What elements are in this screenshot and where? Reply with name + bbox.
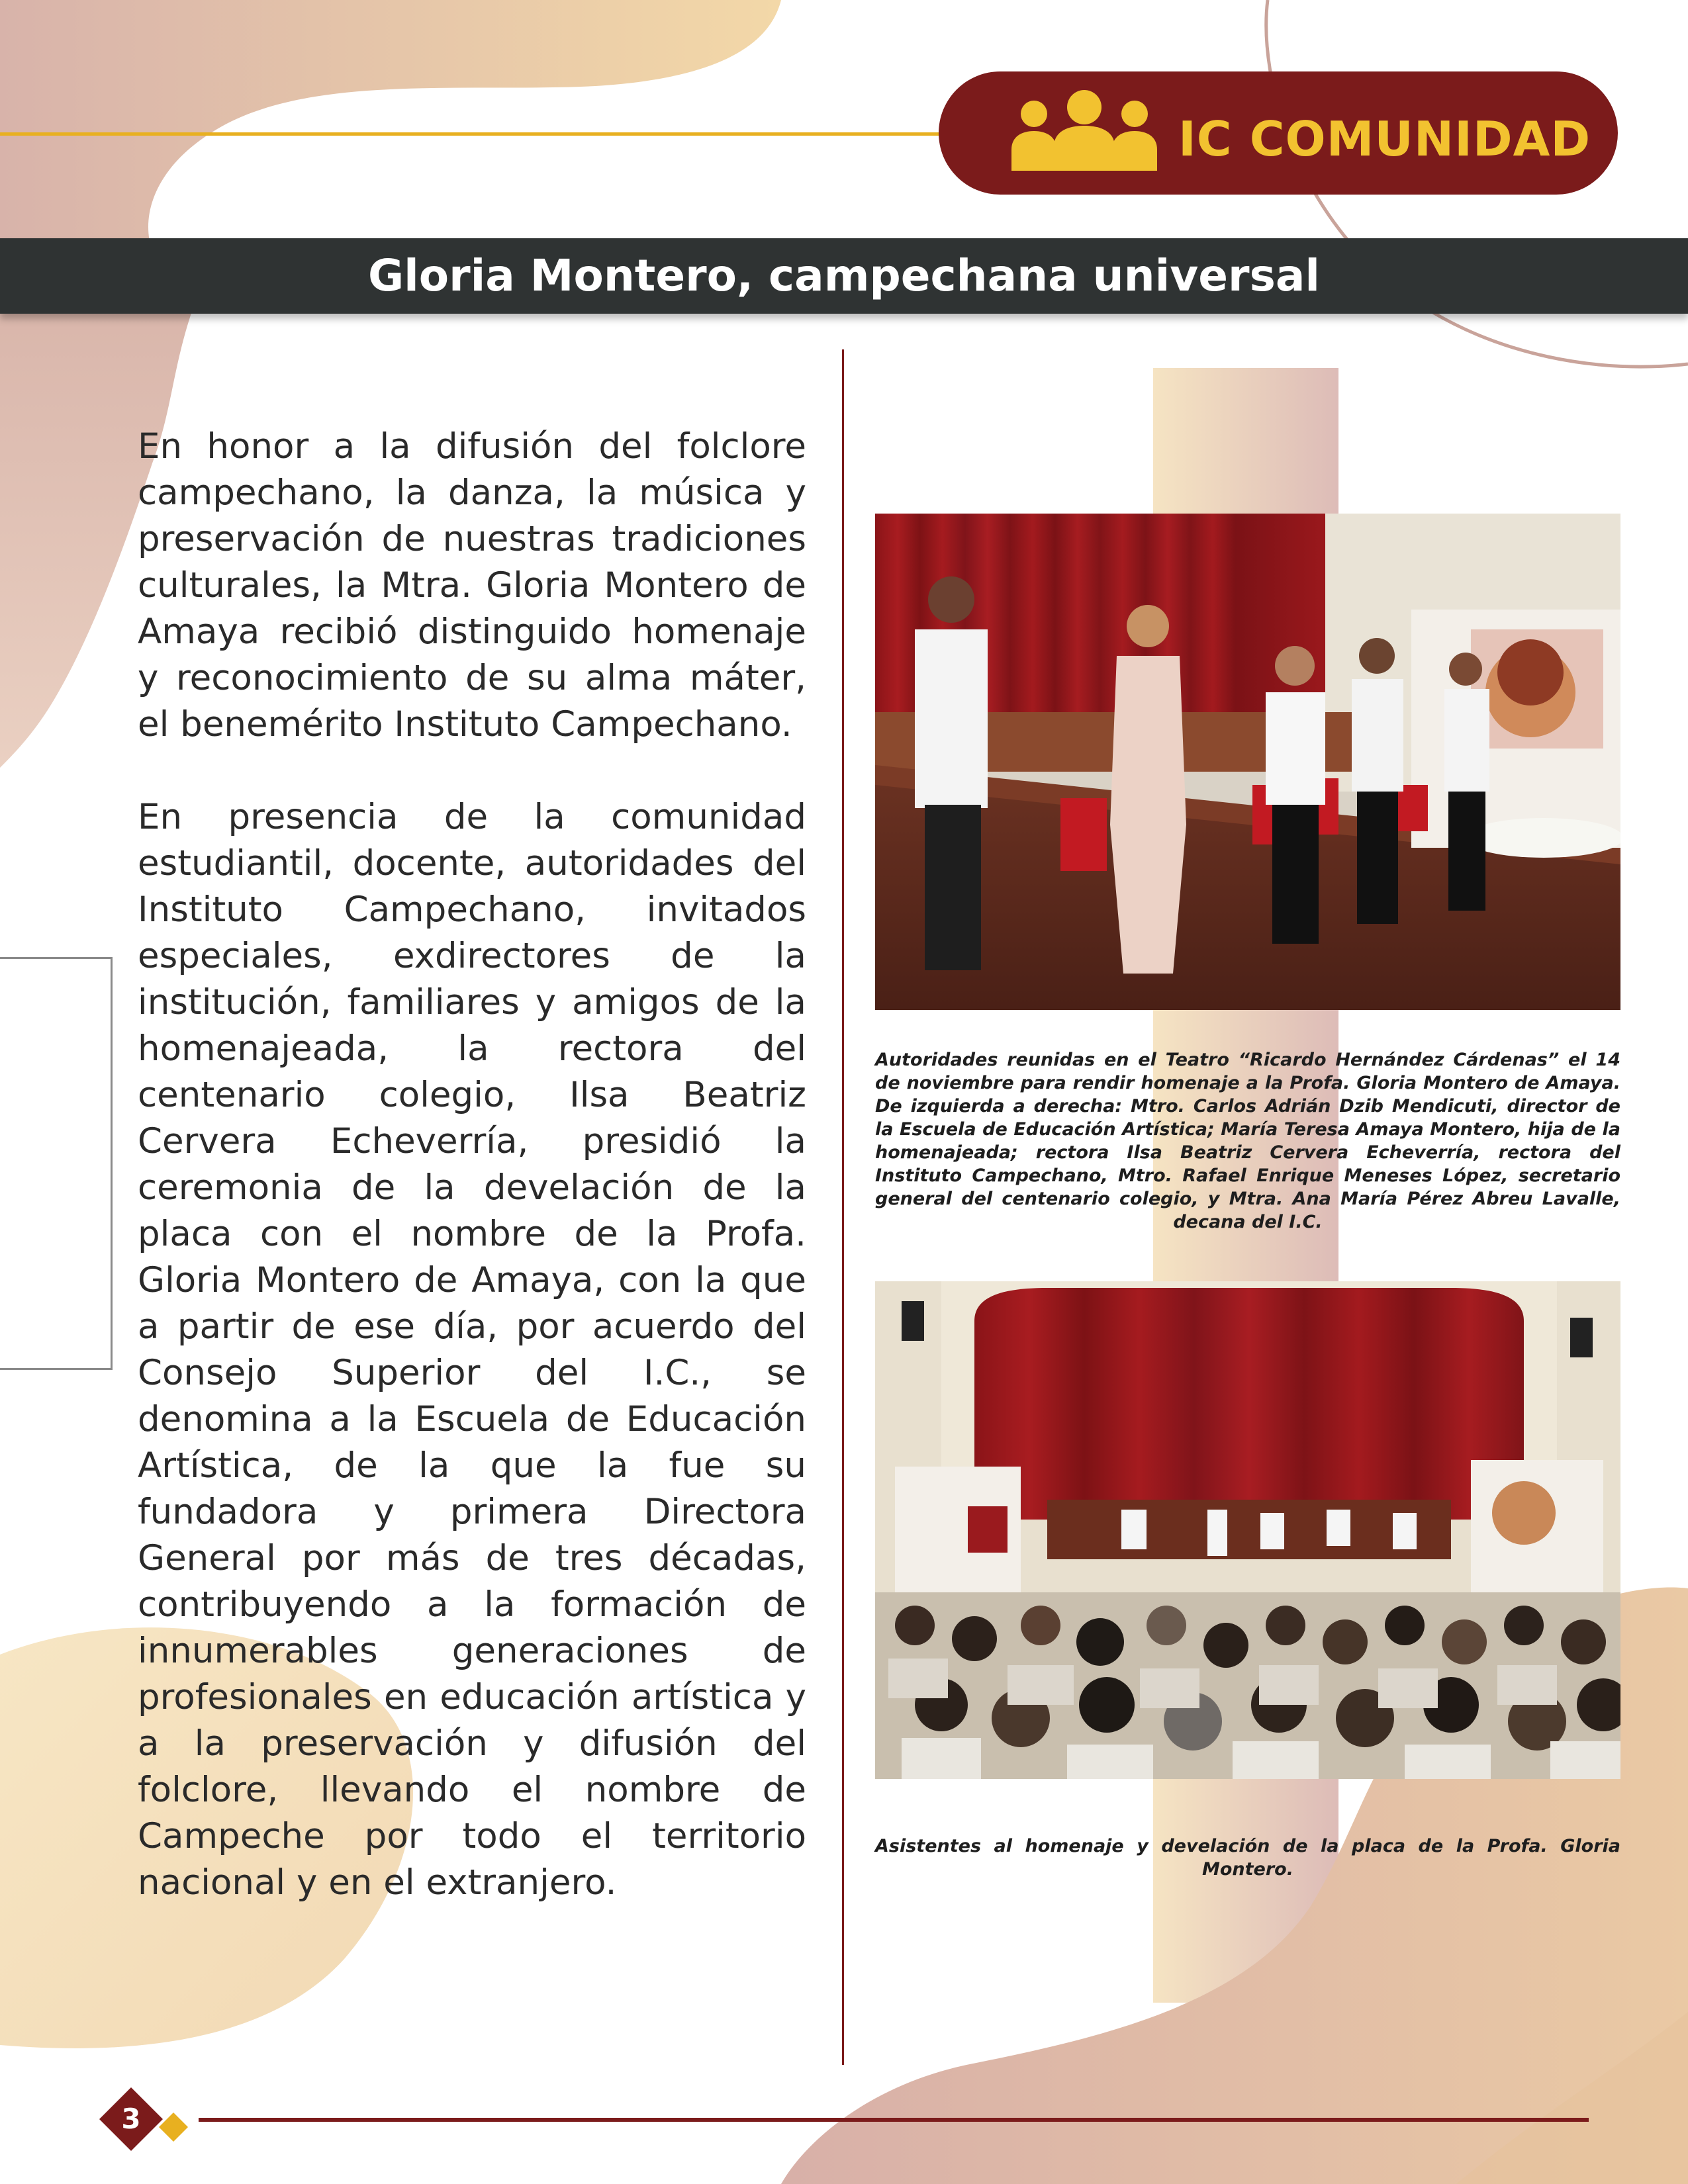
people-group-icon (1008, 89, 1161, 172)
column-divider (842, 349, 844, 2065)
decorative-frame (0, 957, 113, 1370)
header-gold-line (0, 132, 940, 136)
article-title: Gloria Montero, campechana universal (367, 250, 1321, 301)
audience-photo (875, 1281, 1620, 1779)
article-paragraph: En honor a la difusión del folclore campechano, la danza, la música y preservación de nuestras tradiciones culturales, la Mtra. Gloria Montero de Amaya recibió distinguido homenaje y reconocimiento de su alma máter, el benemérito Instituto Campechano. (138, 426, 806, 745)
page-number: 3 (121, 2103, 141, 2135)
section-label: IC COMUNIDAD (1178, 111, 1591, 167)
diamond-icon (159, 2113, 188, 2142)
article-body (138, 424, 806, 1952)
footer-line (199, 2118, 1589, 2122)
photo-caption: Autoridades reunidas en el Teatro “Ricardo Hernández Cárdenas” el 14 de noviembre para rendir homenaje a la Profa. Gloria Montero de Amaya. De izquierda a derecha: Mtro. Carlos Adrián Dzib Mendicuti, director de la Escuela de Educación Artística; María Teresa Amaya Montero, hija de la homenajeada; rectora Ilsa Beatriz Cervera Echeverría, rectora del Instituto Campechano, Mtro. Rafael Enrique Meneses López, secretario general del centenario colegio, y Mtra. Ana María Pérez Abreu Lavalle, decana del I.C. (875, 1050, 1620, 1232)
photo-caption: Asistentes al homenaje y develación de la placa de la Profa. Gloria Montero. (875, 1836, 1620, 1880)
title-bar (0, 238, 1688, 314)
stage-photo (875, 514, 1620, 1010)
article-paragraph: En presencia de la comunidad estudiantil, docente, autoridades del Instituto Campechano, invitados especiales, exdirectores de la institución, familiares y amigos de la homenajeada, la rectora del centenario colegio, Ilsa Beatriz Cervera Echeverría, presidió la ceremonia de la develación de la placa con el nombre de la Profa. Gloria Montero de Amaya, con la que a partir de ese día, por acuerdo del Consejo Superior del I.C., se denomina a la Escuela de Educación Artística, de la que la fue su fundadora y primera Directora General por más de tres décadas, contribuyendo a la formación de innumerables generaciones de profesionales en educación artística y a la preservación y difusión del folclore, llevando el nombre de Campeche por todo el territorio nacional y en el extranjero. (138, 797, 806, 1903)
